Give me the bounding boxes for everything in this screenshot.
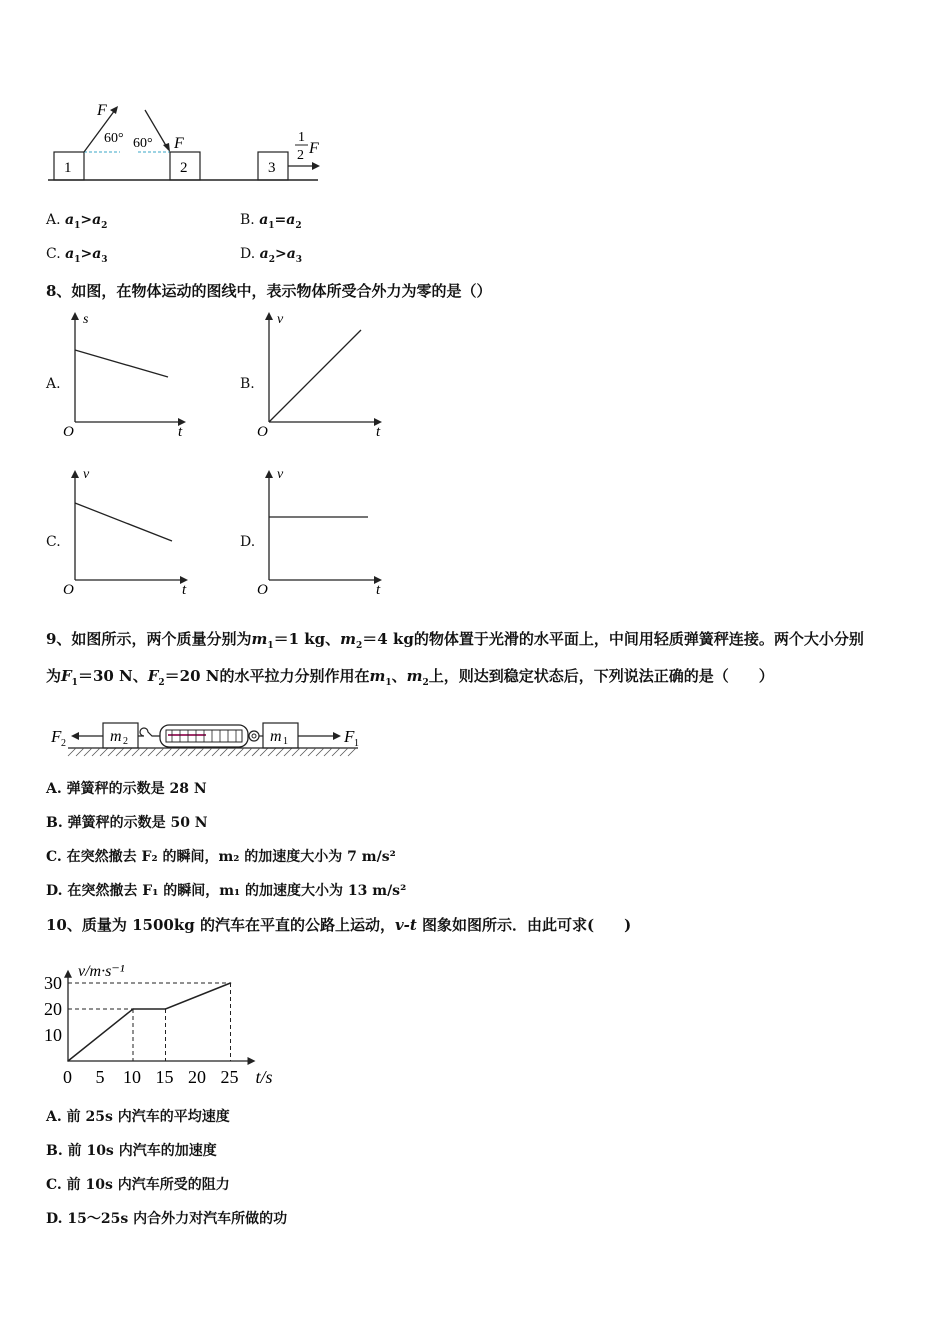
q9-fig-m2-sub: 2 xyxy=(123,736,128,747)
graph-a-y-label: s xyxy=(83,312,89,327)
q9-stem-line2: 为$F_1=30$ N、$F_2=20$ N的水平拉力分别作用在$m_1$、$m_2$上，则达到稳定状态后，下列说法正确的是（ ） xyxy=(46,667,774,688)
q8-graph-a[interactable] xyxy=(60,305,190,440)
q9-fig-f1-sub: 1 xyxy=(354,738,359,749)
q7-option-b[interactable]: B. $a_1=a_2$ xyxy=(240,212,302,231)
x-tick-label: 20 xyxy=(188,1067,206,1087)
x-tick-label: 15 xyxy=(155,1067,174,1087)
y-axis-label: v/m·s⁻¹ xyxy=(78,962,125,980)
y-tick-label: 20 xyxy=(44,999,62,1019)
block-2-label: 2 xyxy=(180,160,188,176)
q9-fig-f1-label: F xyxy=(344,727,355,746)
q10-option-a[interactable]: A. 前 25s 内汽车的平均速度 xyxy=(46,1109,230,1125)
angle-60-label-2: 60° xyxy=(133,136,153,151)
graph-b-origin: O xyxy=(257,424,268,440)
q10-option-c[interactable]: C. 前 10s 内汽车所受的阻力 xyxy=(46,1177,230,1193)
q10-vt-chart xyxy=(40,945,290,1090)
q9-fig-f2-label: F xyxy=(51,727,62,746)
graph-b-x-label: t xyxy=(376,424,381,440)
q9-fig-m1-sub: 1 xyxy=(283,736,288,747)
q8-graph-b[interactable] xyxy=(254,305,389,440)
q10-option-b[interactable]: B. 前 10s 内汽车的加速度 xyxy=(46,1143,217,1159)
x-tick-label: 10 xyxy=(123,1067,141,1087)
half-fraction-num: 1 xyxy=(298,130,305,145)
y-axis-arrow xyxy=(64,970,72,978)
graph-d-origin: O xyxy=(257,582,268,598)
angle-60-label-1: 60° xyxy=(104,131,124,146)
q9-fig-m2-label: m xyxy=(110,728,122,745)
force-f-label-1: F xyxy=(97,102,107,119)
data-point xyxy=(230,982,232,984)
q9-fig-m1-label: m xyxy=(270,728,282,745)
q9-figure xyxy=(48,715,378,760)
q8-label-a[interactable]: A. xyxy=(46,376,61,392)
graph-b-y-label: v xyxy=(277,312,284,327)
graph-c-x-label: t xyxy=(182,582,187,598)
y-tick-label: 10 xyxy=(44,1025,62,1045)
graph-b-line xyxy=(269,330,361,422)
y-tick-label: 30 xyxy=(44,973,62,993)
q7-option-c[interactable]: C. $a_1>a_3$ xyxy=(46,246,108,265)
data-point xyxy=(165,1008,167,1010)
x-axis-arrow xyxy=(248,1057,256,1065)
graph-d-y-label: v xyxy=(277,467,284,482)
q10-stem: 10、质量为 1500kg 的汽车在平直的公路上运动，v-t 图象如图所示．由此可求( ) xyxy=(46,916,632,934)
q8-label-d[interactable]: D. xyxy=(240,534,256,550)
q8-label-b[interactable]: B. xyxy=(240,376,255,392)
q7-option-d[interactable]: D. $a_2>a_3$ xyxy=(240,246,303,265)
q9-option-a[interactable]: A. 弹簧秤的示数是 28 N xyxy=(46,781,207,797)
force-f-label-2: F xyxy=(174,135,184,152)
data-point xyxy=(67,1060,69,1062)
x-axis-label: t/s xyxy=(255,1067,273,1087)
half-f-label: F xyxy=(309,140,319,157)
q10-option-d[interactable]: D. 15～25s 内合外力对汽车所做的功 xyxy=(46,1211,288,1227)
q9-stem-line1: 9、如图所示，两个质量分别为$m_1=1$ kg、$m_2=4$ kg的物体置于光滑的水平面上，中间用轻质弹簧秤连接。两个大小分别 xyxy=(46,630,864,651)
graph-a-origin: O xyxy=(63,424,74,440)
q8-graph-c[interactable] xyxy=(60,463,195,598)
graph-c-origin: O xyxy=(63,582,74,598)
block-1-label: 1 xyxy=(64,160,72,176)
q8-label-c[interactable]: C. xyxy=(46,534,61,550)
velocity-line xyxy=(68,983,231,1061)
q7-option-a[interactable]: A. $a_1>a_2$ xyxy=(46,212,108,231)
q7-figure xyxy=(40,95,340,190)
block-3-label: 3 xyxy=(268,160,276,176)
x-tick-label: 5 xyxy=(95,1067,105,1087)
graph-a-x-label: t xyxy=(178,424,183,440)
q8-graph-d[interactable] xyxy=(254,463,389,598)
graph-a-line xyxy=(75,350,168,377)
q9-option-c[interactable]: C. 在突然撤去 F₂ 的瞬间，m₂ 的加速度大小为 7 m/s² xyxy=(46,849,396,865)
q9-option-d[interactable]: D. 在突然撤去 F₁ 的瞬间，m₁ 的加速度大小为 13 m/s² xyxy=(46,883,407,899)
q9-fig-f2-sub: 2 xyxy=(61,738,66,749)
q8-stem: 8、如图，在物体运动的图线中，表示物体所受合外力为零的是（） xyxy=(46,282,492,300)
graph-c-y-label: v xyxy=(83,467,90,482)
q9-option-b[interactable]: B. 弹簧秤的示数是 50 N xyxy=(46,815,208,831)
half-fraction-den: 2 xyxy=(297,148,304,163)
data-point xyxy=(132,1008,134,1010)
x-tick-label: 25 xyxy=(220,1067,239,1087)
graph-d-x-label: t xyxy=(376,582,381,598)
x-tick-label: 0 xyxy=(63,1067,72,1087)
graph-c-line xyxy=(75,503,172,541)
